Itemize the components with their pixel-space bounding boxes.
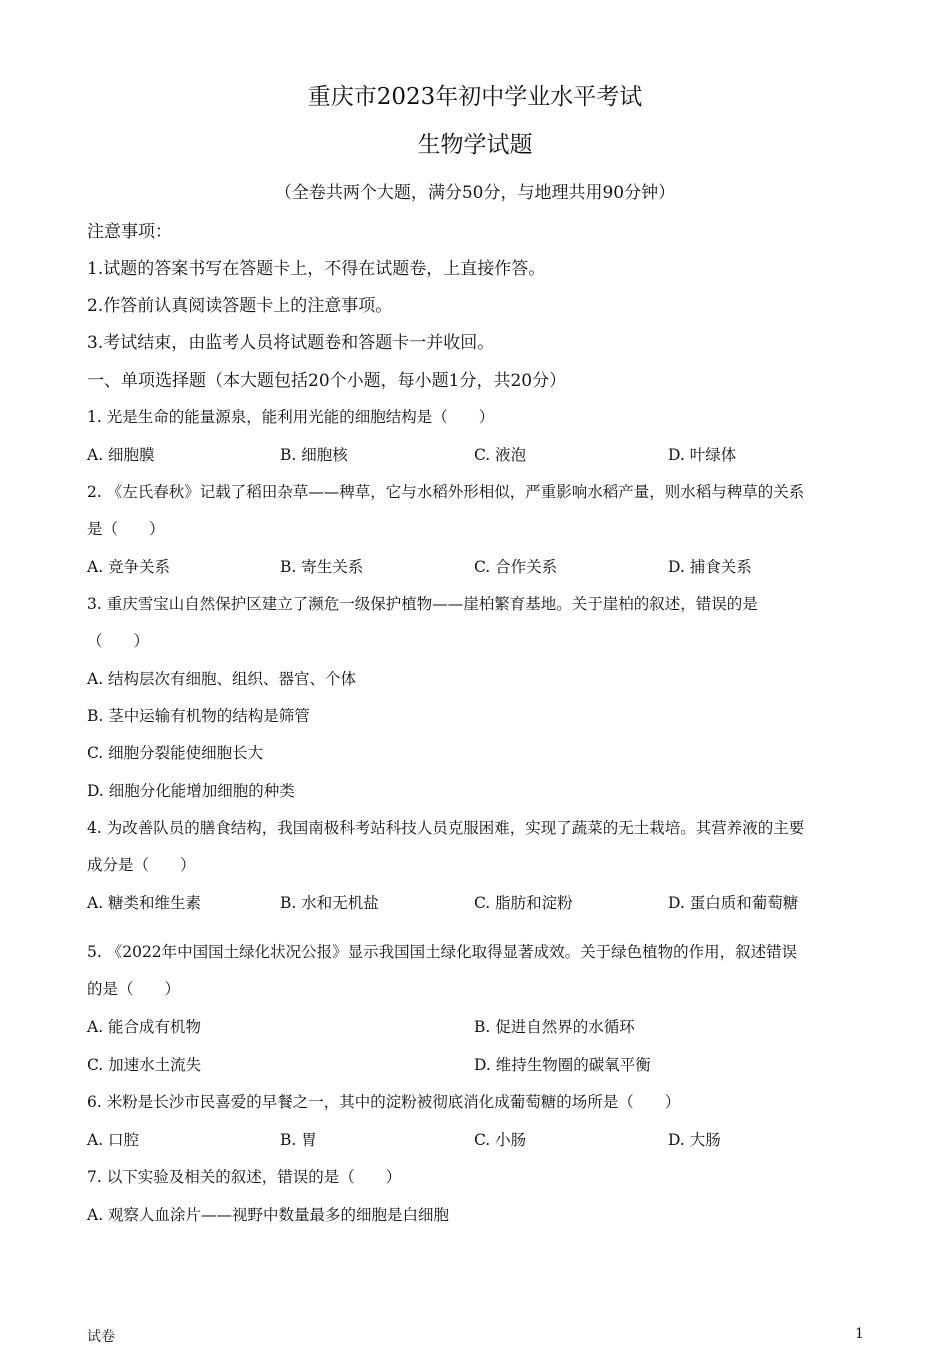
section-heading: 一、单项选择题（本大题包括20个小题，每小题1分，共20分） xyxy=(87,371,567,391)
option-d: D. 蛋白质和葡萄糖 xyxy=(668,894,799,912)
option-a: A. 能合成有机物 xyxy=(87,1018,202,1036)
question-1: 1. 光是生命的能量源泉，能利用光能的细胞结构是（ ） xyxy=(87,408,495,426)
option-b: B. 水和无机盐 xyxy=(280,894,379,912)
option-a: A. 结构层次有细胞、组织、器官、个体 xyxy=(87,670,357,688)
option-d: D. 捕食关系 xyxy=(668,558,752,576)
option-c: C. 小肠 xyxy=(474,1131,527,1149)
question-6: 6. 米粉是长沙市民喜爱的早餐之一，其中的淀粉被彻底消化成葡萄糖的场所是（ ） xyxy=(87,1093,681,1111)
exam-title: 重庆市2023年初中学业水平考试 xyxy=(307,84,643,110)
question-4: 4. 为改善队员的膳食结构，我国南极科考站科技人员克服困难，实现了蔬菜的无土栽培。其营养液的主要 xyxy=(87,819,805,837)
option-d: D. 叶绿体 xyxy=(668,446,737,464)
option-b: B. 促进自然界的水循环 xyxy=(474,1018,635,1036)
question-5-cont: 的是（ ） xyxy=(87,980,181,998)
option-d: D. 维持生物圈的碳氧平衡 xyxy=(474,1056,651,1074)
option-b: B. 寄生关系 xyxy=(280,558,364,576)
option-c: C. 合作关系 xyxy=(474,558,558,576)
option-d: D. 细胞分化能增加细胞的种类 xyxy=(87,782,295,800)
option-a: A. 观察人血涂片——视野中数量最多的细胞是白细胞 xyxy=(87,1206,450,1224)
option-b: B. 胃 xyxy=(280,1131,317,1149)
notice-heading: 注意事项： xyxy=(87,222,172,242)
option-a: A. 糖类和维生素 xyxy=(87,894,202,912)
option-c: C. 细胞分裂能使细胞长大 xyxy=(87,744,264,762)
option-c: C. 加速水土流失 xyxy=(87,1056,202,1074)
notice-item: 2.作答前认真阅读答题卡上的注意事项。 xyxy=(87,296,393,316)
question-2-cont: 是（ ） xyxy=(87,520,165,538)
exam-subject: 生物学试题 xyxy=(417,132,533,158)
notice-item: 1.试题的答案书写在答题卡上，不得在试题卷，上直接作答。 xyxy=(87,259,546,279)
option-b: B. 细胞核 xyxy=(280,446,348,464)
page-number: 1 xyxy=(855,1326,864,1342)
question-5: 5. 《2022年中国国土绿化状况公报》显示我国国土绿化取得显著成效。关于绿色植物的作用，叙述错误 xyxy=(87,943,798,961)
question-7: 7. 以下实验及相关的叙述，错误的是（ ） xyxy=(87,1168,402,1186)
option-a: A. 口腔 xyxy=(87,1131,140,1149)
option-b: B. 茎中运输有机物的结构是筛管 xyxy=(87,707,310,725)
question-4-cont: 成分是（ ） xyxy=(87,856,196,874)
option-c: C. 液泡 xyxy=(474,446,527,464)
option-a: A. 细胞膜 xyxy=(87,446,155,464)
question-3: 3. 重庆雪宝山自然保护区建立了濒危一级保护植物——崖柏繁育基地。关于崖柏的叙述，错误的是 xyxy=(87,595,758,613)
question-2: 2. 《左氏春秋》记载了稻田杂草——稗草，它与水稻外形相似，严重影响水稻产量，则水稻与稗草的关系 xyxy=(87,483,805,501)
notice-item: 3.考试结束，由监考人员将试题卷和答题卡一并收回。 xyxy=(87,333,495,353)
question-3-cont: （ ） xyxy=(87,632,150,650)
option-a: A. 竞争关系 xyxy=(87,558,171,576)
option-d: D. 大肠 xyxy=(668,1131,721,1149)
footer-label: 试卷 xyxy=(87,1329,115,1345)
option-c: C. 脂肪和淀粉 xyxy=(474,894,573,912)
exam-note: （全卷共两个大题，满分50分，与地理共用90分钟） xyxy=(274,183,676,203)
